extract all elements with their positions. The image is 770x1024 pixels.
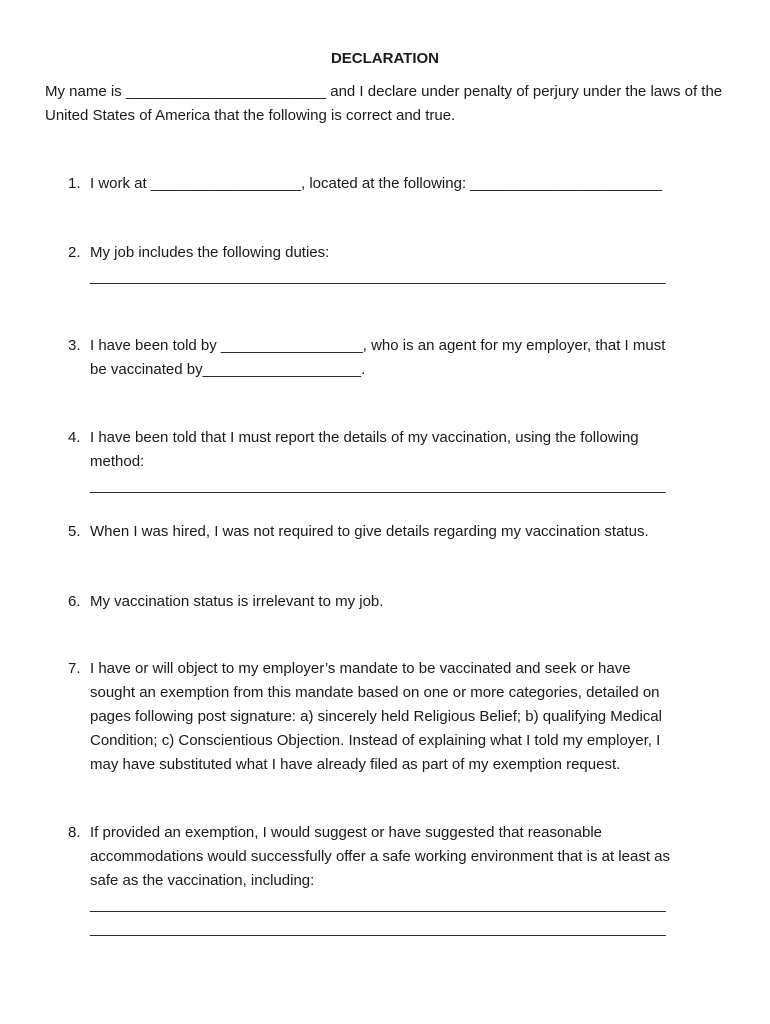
item-7 (68, 657, 728, 777)
item-text-line: safe as the vaccination, including: (90, 872, 315, 889)
item-text-line: pages following post signature: a) sincerely held Religious Belief; b) qualifying Medical (90, 708, 662, 725)
item-text-line: My job includes the following duties: (90, 244, 330, 261)
item-number: 7. (68, 660, 81, 677)
document-title: DECLARATION (330, 50, 440, 67)
item-text-line: Condition; c) Conscientious Objection. Instead of explaining what I told my employer, I (90, 732, 661, 749)
item-text-line: If provided an exemption, I would suggest or have suggested that reasonable (90, 824, 602, 841)
blank-line: _____________________________________________________________________ (90, 896, 666, 913)
item-text-line: I have been told that I must report the details of my vaccination, using the following (90, 429, 639, 446)
item-number: 8. (68, 824, 81, 841)
blank-line: _____________________________________________________________________ (90, 920, 666, 937)
item-number: 6. (68, 593, 81, 610)
item-5 (68, 520, 728, 544)
blank-line: _____________________________________________________________________ (90, 477, 666, 494)
item-3 (68, 334, 728, 382)
item-text-line: sought an exemption from this mandate based on one or more categories, detailed on (90, 684, 660, 701)
item-number: 1. (68, 175, 81, 192)
item-4 (68, 426, 728, 498)
item-text-line: be vaccinated by___________________. (90, 361, 366, 378)
item-text-line: I work at __________________, located at the following: _______________________ (90, 175, 663, 192)
item-text-line: accommodations would successfully offer a safe working environment that is at least as (90, 848, 671, 865)
item-1 (68, 172, 728, 196)
item-text-line: My vaccination status is irrelevant to my job. (90, 593, 384, 610)
intro-paragraph: My name is ________________________ and I declare under penalty of perjury under the laws of the United States of America that the following is correct and true. (45, 83, 723, 124)
item-number: 4. (68, 429, 81, 446)
item-number: 5. (68, 523, 81, 540)
item-number: 3. (68, 337, 81, 354)
item-6 (68, 590, 728, 614)
item-number: 2. (68, 244, 81, 261)
item-text-line: I have been told by _________________, who is an agent for my employer, that I must (90, 337, 666, 354)
item-8 (68, 821, 728, 941)
item-text-line: method: (90, 453, 145, 470)
item-2 (68, 241, 728, 289)
item-text-line: may have substituted what I have already filed as part of my exemption request. (90, 756, 621, 773)
item-text-line: I have or will object to my employer’s mandate to be vaccinated and seek or have (90, 660, 631, 677)
blank-line: _____________________________________________________________________ (90, 268, 666, 285)
item-text-line: When I was hired, I was not required to give details regarding my vaccination status. (90, 523, 649, 540)
